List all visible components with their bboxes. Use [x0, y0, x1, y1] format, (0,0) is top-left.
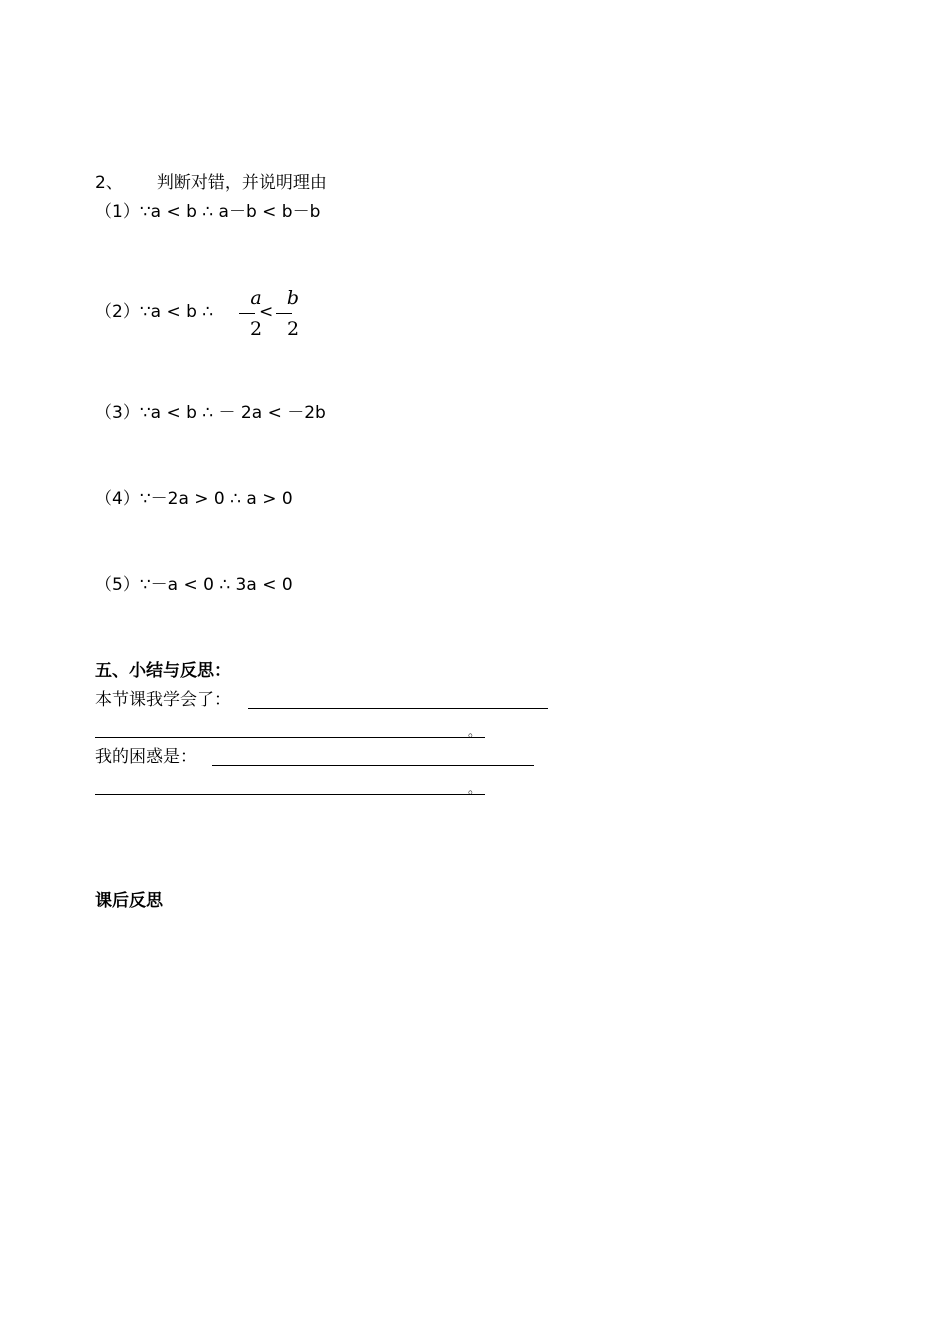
item-1-label: （1） — [95, 202, 140, 222]
learned-period: 。 — [468, 725, 482, 740]
item-3-expr: ∵a < b ∴ － 2a < －2b — [139, 403, 326, 423]
fraction-numerator: b — [286, 287, 300, 309]
fraction-denominator: 2 — [286, 318, 300, 340]
item-1 — [95, 201, 320, 223]
learned-label: 本节课我学会了： — [95, 690, 231, 710]
item-2 — [95, 301, 213, 323]
fraction-numerator: a — [250, 287, 262, 309]
confusion-label: 我的困惑是： — [95, 747, 197, 767]
learned-blank-line-2[interactable] — [95, 737, 485, 738]
fraction-denominator: 2 — [249, 318, 263, 340]
item-5 — [95, 574, 293, 596]
summary-heading: 五、小结与反思： — [95, 661, 231, 681]
item-2-label: （2） — [95, 302, 140, 322]
question-2-heading — [95, 172, 327, 194]
confusion-period: 。 — [468, 782, 482, 797]
item-4 — [95, 488, 293, 510]
fraction-bar — [239, 313, 255, 314]
item-3-label: （3） — [95, 403, 140, 423]
confusion-blank-line-2[interactable] — [95, 794, 485, 795]
item-3 — [95, 402, 326, 424]
item-2-expr: ∵a < b ∴ — [139, 302, 214, 322]
question-number: 2、 — [95, 173, 123, 193]
less-than-symbol: < — [259, 302, 274, 322]
learned-blank-line-1[interactable] — [248, 708, 548, 709]
item-1-expr: ∵a < b ∴ a－b < b－b — [139, 202, 321, 222]
item-4-expr: ∵－2a > 0 ∴ a > 0 — [139, 489, 293, 509]
fraction-bar — [276, 313, 292, 314]
confusion-blank-line-1[interactable] — [212, 765, 534, 766]
item-5-label: （5） — [95, 575, 140, 595]
item-5-expr: ∵－a < 0 ∴ 3a < 0 — [139, 575, 293, 595]
reflection-heading: 课后反思 — [95, 891, 163, 911]
question-title: 判断对错，并说明理由 — [156, 173, 327, 193]
item-4-label: （4） — [95, 489, 140, 509]
